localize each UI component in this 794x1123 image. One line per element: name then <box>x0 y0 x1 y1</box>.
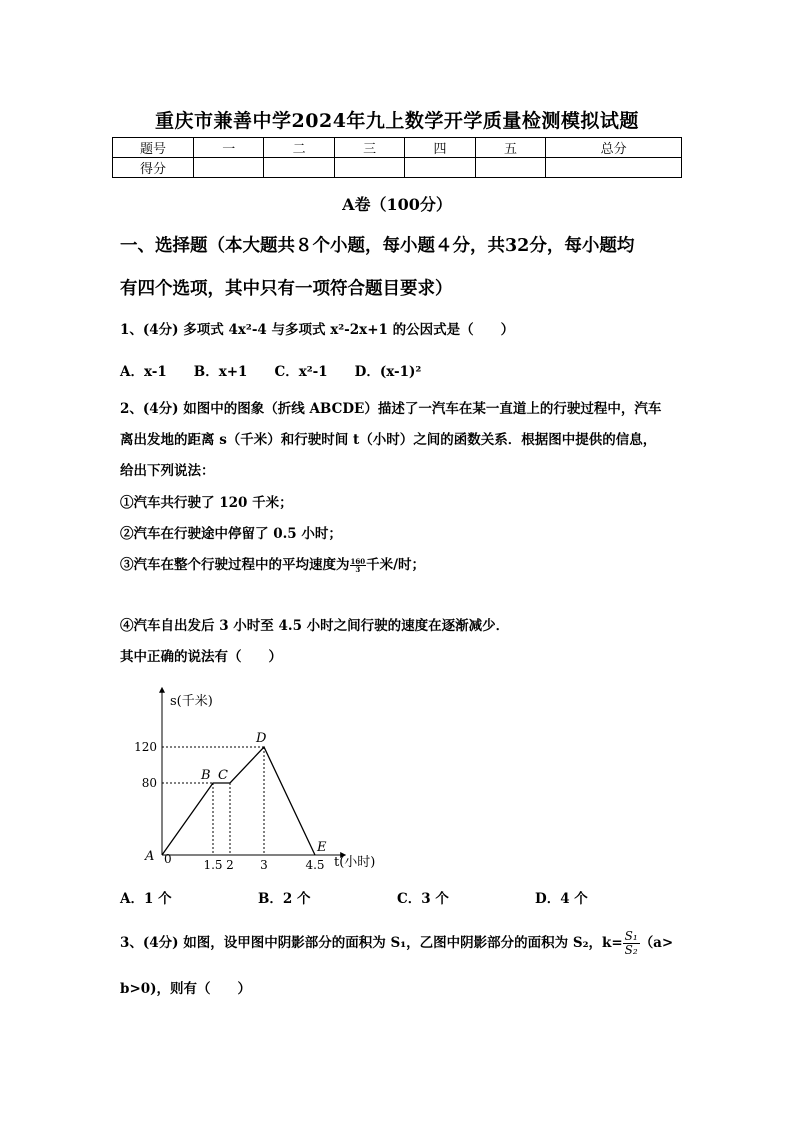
point-label-a: A <box>145 849 155 864</box>
distance-time-graph <box>130 680 400 875</box>
k-fraction-numerator: S₁ <box>624 928 638 943</box>
point-label-d: D <box>256 731 267 746</box>
q1-stem: 1、(4分) 多项式 4x²-4 与多项式 x²-2x+1 的公因式是（ ） <box>120 322 515 338</box>
score-table <box>112 137 682 178</box>
origin-label: 0 <box>164 852 172 866</box>
q3-condition-start: （a> <box>639 935 674 951</box>
score-header-cell: 五 <box>475 138 545 158</box>
point-label-b: B <box>201 768 211 783</box>
score-cell <box>334 158 404 178</box>
q2-ask: 其中正确的说法有（ ） <box>120 649 282 665</box>
point-label-c: C <box>218 768 228 783</box>
score-table-score-row <box>113 158 682 178</box>
point-label-e: E <box>317 840 327 855</box>
score-header-cell: 题号 <box>113 138 194 158</box>
score-header-cell: 总分 <box>546 138 682 158</box>
x-tick-label: 3 <box>260 858 268 872</box>
score-cell <box>546 158 682 178</box>
series-line-abcde <box>162 747 315 855</box>
k-fraction <box>623 930 640 957</box>
score-table-header-row <box>113 138 682 158</box>
score-cell <box>194 158 264 178</box>
speed-fraction-numerator: 160 <box>350 557 366 566</box>
q2-statement-2: ②汽车在行驶途中停留了 0.5 小时； <box>120 526 342 542</box>
q2-statement-3 <box>120 553 425 573</box>
q2-option-a: A．1 个 <box>120 891 172 907</box>
y-tick-label: 120 <box>134 740 157 754</box>
score-header-cell: 二 <box>264 138 334 158</box>
q2-statement-1: ①汽车共行驶了 120 千米； <box>120 495 293 511</box>
score-cell <box>475 158 545 178</box>
q3-line2: b>0)，则有（ ） <box>120 981 252 997</box>
page-title: 重庆市兼善中学2024年九上数学开学质量检测模拟试题 <box>155 110 639 132</box>
y-tick-label: 80 <box>141 776 157 790</box>
score-cell <box>264 158 334 178</box>
score-header-cell: 三 <box>334 138 404 158</box>
q2-line1: 2、(4分) 如图中的图象（折线 ABCDE）描述了一汽车在某一直道上的行驶过程中，汽车 <box>120 401 662 417</box>
x-tick-label: 1.5 <box>203 858 223 872</box>
q3-line1 <box>120 922 673 964</box>
q2-line2: 离出发地的距离 s（千米）和行驶时间 t（小时）之间的函数关系．根据图中提供的信息， <box>120 432 657 448</box>
score-row-label: 得分 <box>113 158 194 178</box>
q2-statement-4: ④汽车自出发后 3 小时至 4.5 小时之间行驶的速度在逐渐减少． <box>120 618 510 634</box>
x-tick-label: 2 <box>226 858 234 872</box>
score-header-cell: 一 <box>194 138 264 158</box>
k-fraction-denominator: S₂ <box>624 943 638 957</box>
score-cell <box>405 158 475 178</box>
part-heading-line1: 一、选择题（本大题共８个小题，每小题４分，共32分，每小题均 <box>120 236 635 256</box>
q2-option-d: D．4 个 <box>535 891 588 907</box>
q2-statement-3-unit: 千米/时； <box>366 557 426 573</box>
q1-options: A．x-1 B．x+1 C．x²-1 D．(x-1)² <box>120 364 422 380</box>
q2-statement-3-text: ③汽车在整个行驶过程中的平均速度为 <box>120 557 350 573</box>
q2-option-c: C．3 个 <box>397 891 449 907</box>
y-axis-label: s(千米) <box>170 694 213 709</box>
q2-option-b: B．2 个 <box>258 891 311 907</box>
part-heading-line2: 有四个选项，其中只有一项符合题目要求） <box>120 279 453 299</box>
score-header-cell: 四 <box>405 138 475 158</box>
q2-line3: 给出下列说法： <box>120 463 215 479</box>
x-tick-label: 4.5 <box>305 858 325 872</box>
x-axis-label: t(小时) <box>334 855 376 870</box>
speed-fraction <box>350 558 367 573</box>
speed-fraction-denominator: 3 <box>355 565 361 574</box>
section-title: A卷（100分） <box>342 195 452 214</box>
q3-stem-text: 3、(4分) 如图，设甲图中阴影部分的面积为 S₁，乙图中阴影部分的面积为 S₂，k= <box>120 935 623 951</box>
